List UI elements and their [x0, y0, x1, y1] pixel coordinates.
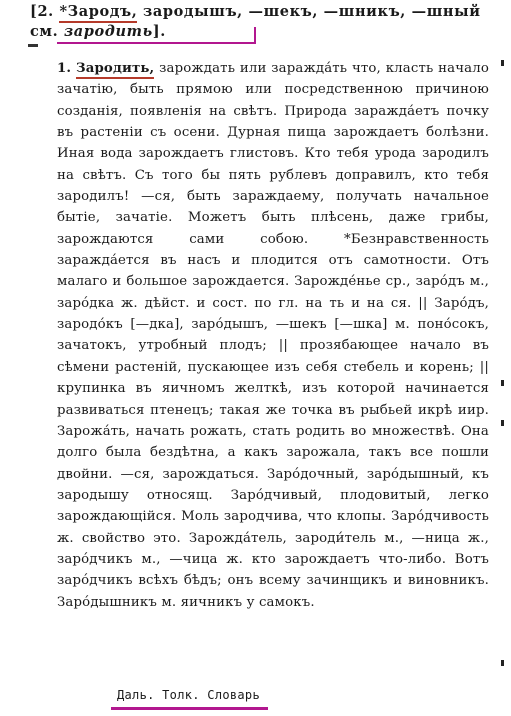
previous-entry-text: зародышъ, —шекъ, —шникъ, —шный — [137, 3, 481, 20]
cross-reference-word: зародить — [63, 23, 153, 40]
main-entry-body: зарождать или заражда́ть что, класть начало зачатію, быть прямою или посредственною причиною созданія, появленія на свѣтъ. Природа заражда́етъ почку въ растеніи съ осени. Дурная пища зарождаетъ болѣзни. Иная вода зарождаетъ глистовъ. Кто тебя урода зародилъ на свѣтъ. Съ того бы пять рублевъ доправилъ, кто тебя зародилъ! —ся, быть зараждаему, получать начальное бытіе, зачатіе. Можетъ быть плѣсень, даже грибы, зарождаются сами собою. *Безнравственность заражда́ется въ насъ и плодится отъ самотности. Отъ малаго и большое зарождается. Зарожде́нье ср., зарóдъ м., зарóдка ж. дѣйст. и сост. по гл. на ть и на ся. || Заро́дъ, зародо́къ [—дка], зарóдышъ, —шекъ [—шка] м. поно́сокъ, зачатокъ, утробный плодъ; || прозябающее начало въ сѣмени растеній, пускающее изъ себя стебель и корень; || крупинка въ яичномъ желткѣ, изъ которой начинается развиваться птенецъ; такая же точка въ рыбьей икрѣ иир. Зарожа́ть, начать рожать, стать родить во множествѣ. Она долго была бездѣтна, а какъ зарожала, такъ все пошли двойни. —ся, зарождаться. Зарóдочный, зарóдышный, къ зародышу относящ. Зарóдчивый, плодовитый, легко зарождающійся. Моль зародчива, что клопы. Зарóдчивость ж. свойство это. Зарожда́тель, зароди́тель м., —ница ж., зарóдчикъ м., —чица ж. кто зарождаетъ что-либо. Вотъ зарóдчикъ всѣхъ бѣдъ; онъ всему зачинщикъ и виновникъ. Зарóдышникъ м. яичникъ у самокъ. — [57, 61, 489, 610]
previous-entry — [30, 2, 500, 42]
entry-bracket-close: ]. — [152, 23, 166, 40]
cross-reference-underline — [57, 42, 256, 44]
source-attribution: Даль. Толк. Словарь — [117, 688, 260, 702]
entry-number: 1. — [57, 61, 72, 76]
margin-mark — [28, 44, 38, 47]
main-entry-headword: Зародить, — [76, 61, 154, 76]
main-headword-underline — [76, 77, 154, 79]
headword-underline — [59, 21, 137, 23]
scan-edge-marks — [501, 60, 505, 660]
cross-reference-underline-tick — [254, 27, 256, 44]
previous-entry-headword: *Зародъ, — [59, 3, 137, 20]
main-entry — [57, 58, 489, 613]
cross-reference-label: см. — [30, 23, 59, 40]
attribution-underline — [111, 707, 268, 710]
entry-bracket-open: [2. — [30, 3, 54, 20]
